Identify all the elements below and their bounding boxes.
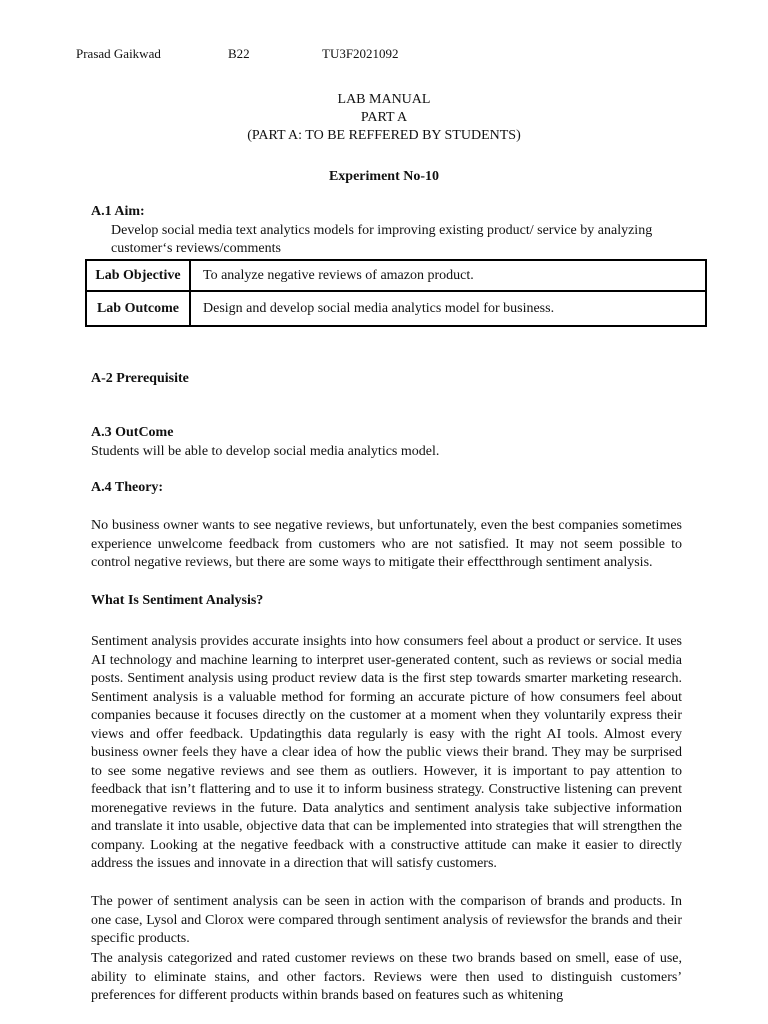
experiment-number: Experiment No-10 xyxy=(328,169,440,184)
theory-paragraph-2: Sentiment analysis provides accurate insights into how consumers feel about a product or service. It uses AI technology and machine learning to interpret user-generated content, such as reviews or social media posts. Sentiment analysis using product review data is the first step towards smarter marketing research. Sentiment analysis is a valuable method for forming an accurate picture of how consumers feel about companies because it focuses directly on the customer at a moment when they voluntarily express their views and offer feedback. Updatingthis data regularly is easy with the right AI tools. Almost every business owner feels they have a clear idea of how the public views their brand. They may be surprised to see some negative reviews and see them as outliers. However, it is important to pay attention to feedback that isn’t flattering and to use it to inform business strategy. Constructive listening can prevent morenegative reviews in the future. Data analytics and sentiment analysis take subjective information and translate it into usable, objective data that can be implemented into strategies that will strengthen the company. Looking at the negative feedback with a constructive attitude can make it easier to directly address the issues and innovate in a direction that will satisfy customers. xyxy=(91,634,682,871)
lab-objective-label: Lab Objective xyxy=(86,260,190,291)
student-roll: TU3F2021092 xyxy=(322,46,399,61)
table-row xyxy=(86,291,706,326)
table-row xyxy=(86,260,706,291)
prerequisite-heading: A-2 Prerequisite xyxy=(91,371,189,386)
part-subtitle: (PART A: TO BE REFFERED BY STUDENTS) xyxy=(247,128,521,143)
theory-paragraph-4: The analysis categorized and rated customer reviews on these two brands based on smell, ease of use, ability to eliminate stains, and other factors. Reviews were then used to distinguish customers’ preferences for different products within brands based on features such as whitening xyxy=(91,951,682,1003)
lab-table xyxy=(85,259,707,327)
part-title: PART A xyxy=(360,110,408,125)
student-batch: B22 xyxy=(228,46,250,61)
theory-paragraph-3: The power of sentiment analysis can be seen in action with the comparison of brands and products. In one case, Lysol and Clorox were compared through sentiment analysis of reviewsfor the brands and their specific products. xyxy=(91,894,682,946)
lab-outcome-label: Lab Outcome xyxy=(86,291,190,326)
outcome-heading: A.3 OutCome xyxy=(91,425,174,440)
outcome-text: Students will be able to develop social media analytics model. xyxy=(91,444,440,459)
lab-outcome-value: Design and develop social media analytics model for business. xyxy=(190,291,706,326)
lab-objective-value: To analyze negative reviews of amazon product. xyxy=(190,260,706,291)
aim-heading: A.1 Aim: xyxy=(91,204,145,219)
manual-title: LAB MANUAL xyxy=(337,92,431,107)
sentiment-analysis-heading: What Is Sentiment Analysis? xyxy=(91,593,264,608)
student-name: Prasad Gaikwad xyxy=(76,46,161,61)
theory-paragraph-1: No business owner wants to see negative reviews, but unfortunately, even the best companies sometimes experience unwelcome feedback from customers who are not satisfied. It may not seem possible to control negative reviews, but there are some ways to mitigate their effectthrough sentiment analysis. xyxy=(91,518,682,570)
aim-text: Develop social media text analytics models for improving existing product/ service by analyzing customer‘s reviews/comments xyxy=(111,223,653,256)
theory-heading: A.4 Theory: xyxy=(91,480,164,495)
